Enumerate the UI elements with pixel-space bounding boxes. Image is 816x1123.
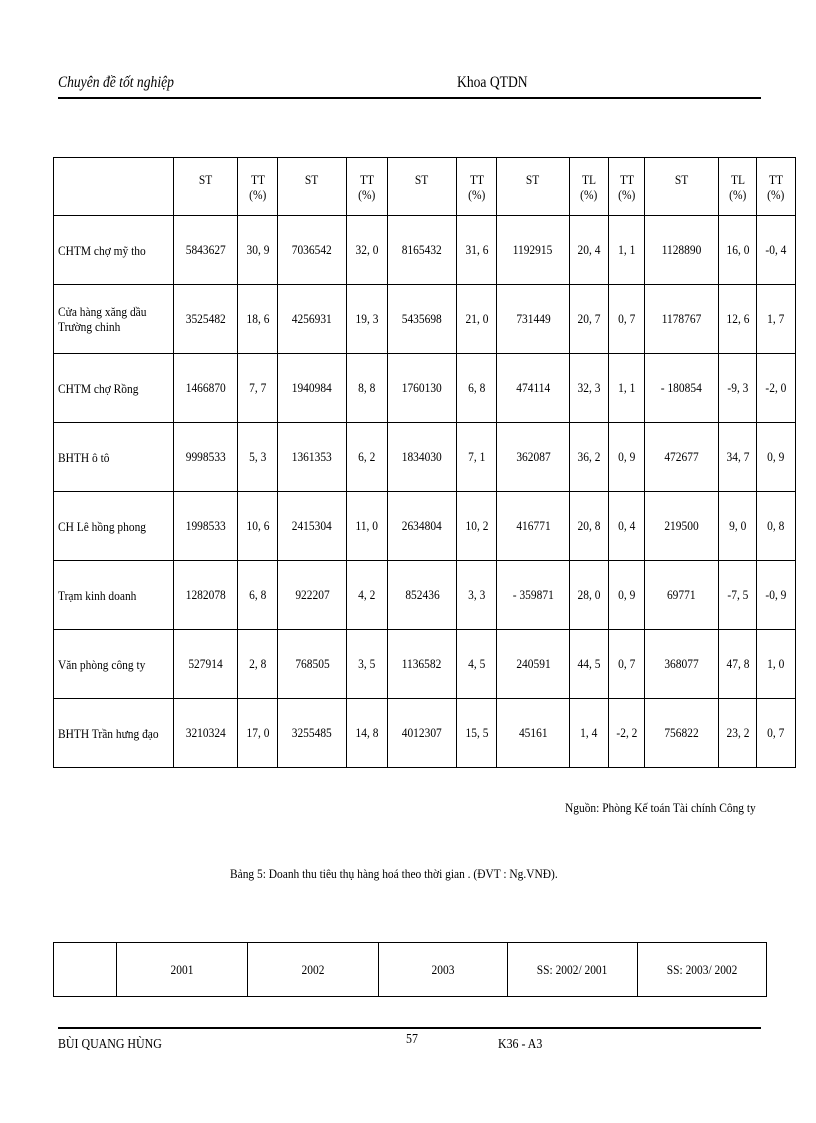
table-cell-value: 44, 5 — [577, 656, 601, 671]
table-cell — [388, 354, 457, 423]
table-cell — [347, 492, 388, 561]
table-cell-value: 18, 6 — [246, 311, 269, 326]
table-cell — [497, 285, 570, 354]
table-cell — [719, 216, 757, 285]
table-cell-value: 1192915 — [513, 242, 553, 257]
table-header-row — [54, 158, 796, 216]
table-cell — [570, 354, 609, 423]
column-header — [757, 158, 796, 216]
table-cell — [388, 492, 457, 561]
table-cell — [278, 630, 347, 699]
table-cell — [238, 216, 278, 285]
column-header — [719, 158, 757, 216]
table-cell-value: 14, 8 — [355, 725, 379, 740]
table-cell — [238, 423, 278, 492]
table-row — [54, 630, 796, 699]
row-label — [54, 423, 174, 492]
table-cell — [609, 216, 645, 285]
table-cell — [719, 699, 757, 768]
table-cell — [719, 561, 757, 630]
column-header-unit: (%) — [248, 186, 267, 202]
column-header-unit: (%) — [358, 186, 376, 202]
table-cell-value: 32, 0 — [355, 242, 379, 257]
table-cell — [609, 423, 645, 492]
table-cell-value: 69771 — [667, 587, 696, 602]
column-header-unit: (%) — [617, 186, 636, 202]
table-cell — [278, 699, 347, 768]
table-cell-value: 2415304 — [291, 518, 333, 533]
table-cell-value: 852436 — [404, 587, 440, 602]
table-cell — [457, 630, 497, 699]
table-cell — [174, 561, 238, 630]
table-cell-value: 1, 7 — [767, 311, 785, 326]
table-cell — [347, 630, 388, 699]
table-cell — [570, 285, 609, 354]
table-cell — [388, 216, 457, 285]
table-cell — [645, 285, 719, 354]
table-cell-value: 1466870 — [185, 380, 226, 395]
table-cell — [238, 492, 278, 561]
column-header-label: TT — [250, 171, 265, 187]
table-cell — [388, 423, 457, 492]
table-cell-value: 16, 0 — [726, 242, 749, 257]
table-cell — [497, 492, 570, 561]
table-cell — [388, 630, 457, 699]
table-cell — [497, 630, 570, 699]
row-label — [54, 285, 174, 354]
table-cell — [497, 423, 570, 492]
table-cell — [570, 699, 609, 768]
table-cell — [238, 354, 278, 423]
table-cell-value: 8, 8 — [358, 380, 376, 395]
table-cell — [609, 630, 645, 699]
table-cell-value: 20, 4 — [577, 242, 601, 257]
row-label-text: CHTM chợ Rồng — [58, 380, 139, 396]
table-cell — [719, 285, 757, 354]
table-cell — [645, 699, 719, 768]
table-cell-value: 34, 7 — [726, 449, 749, 464]
table-cell-value: 3210324 — [185, 725, 226, 740]
footer-class: K36 - A3 — [498, 1037, 543, 1052]
table-cell — [278, 216, 347, 285]
table-cell — [570, 423, 609, 492]
table-cell-value: 1178767 — [661, 311, 702, 326]
table-cell-value: -7, 5 — [727, 587, 748, 602]
table-cell-value: 4256931 — [291, 311, 333, 326]
table-cell — [497, 699, 570, 768]
table-cell-value: 2634804 — [401, 518, 443, 533]
table-cell-value: 0, 9 — [617, 449, 636, 464]
table-cell — [388, 285, 457, 354]
table-cell — [347, 216, 388, 285]
table-cell — [457, 285, 497, 354]
table-cell — [757, 354, 796, 423]
table-cell-value: 1282078 — [185, 587, 226, 602]
column-header — [570, 158, 609, 216]
table-5-column-header — [508, 943, 638, 997]
table-cell-value: 1136582 — [402, 656, 442, 671]
table-cell — [238, 285, 278, 354]
table-5-column-label: 2001 — [170, 961, 194, 977]
table-cell-value: 9998533 — [185, 449, 226, 464]
column-header-label: ST — [415, 171, 429, 187]
table-cell-value: -2, 0 — [765, 380, 787, 395]
table-cell — [238, 630, 278, 699]
table-cell-value: 0, 9 — [617, 587, 636, 602]
column-header-label: TL — [582, 171, 596, 187]
header-faculty: Khoa QTDN — [457, 74, 528, 91]
table-cell-value: 3, 3 — [467, 587, 486, 602]
table-5-column-label: SS: 2003/ 2002 — [666, 961, 738, 977]
row-label-text: Cửa hàng xăng dầu Trường chinh — [58, 304, 147, 334]
table-row — [54, 285, 796, 354]
table-cell-value: 20, 8 — [577, 518, 601, 533]
table-5-header-row — [54, 943, 767, 997]
column-header-label: ST — [305, 171, 319, 187]
table-cell-value: 36, 2 — [577, 449, 601, 464]
row-label-text: Văn phòng công ty — [58, 656, 146, 672]
table-cell — [757, 285, 796, 354]
column-header — [497, 158, 570, 216]
table-cell — [457, 492, 497, 561]
table-cell-value: 5435698 — [401, 311, 443, 326]
table-cell — [645, 354, 719, 423]
table-cell — [278, 423, 347, 492]
table-cell-value: 23, 2 — [726, 725, 749, 740]
table-cell — [347, 423, 388, 492]
footer-rule — [58, 1027, 761, 1029]
table-5-column-header — [248, 943, 379, 997]
table-cell — [609, 285, 645, 354]
table-cell-value: 5843627 — [185, 242, 226, 257]
table-cell-value: 0, 7 — [767, 725, 785, 740]
table-cell — [609, 354, 645, 423]
table-cell-value: 1361353 — [291, 449, 333, 464]
table-cell — [238, 699, 278, 768]
table-cell-value: 7036542 — [291, 242, 333, 257]
table-cell-value: 416771 — [515, 518, 551, 533]
table-cell-value: -0, 4 — [765, 242, 787, 257]
table-cell-value: 1940984 — [291, 380, 333, 395]
table-cell — [497, 354, 570, 423]
table-cell-value: 0, 7 — [617, 311, 636, 326]
table-cell-value: 21, 0 — [465, 311, 488, 326]
table-cell — [347, 354, 388, 423]
table-row — [54, 423, 796, 492]
table-cell — [570, 630, 609, 699]
table-cell-value: -2, 2 — [616, 725, 637, 740]
row-label-text: BHTH ô tô — [58, 449, 110, 465]
table-cell-value: 1, 0 — [767, 656, 785, 671]
table-cell-value: 30, 9 — [246, 242, 269, 257]
table-cell-value: 474114 — [516, 380, 550, 395]
column-header-unit: (%) — [728, 186, 747, 202]
column-header — [645, 158, 719, 216]
footer-author: BÙI QUANG HÙNG — [58, 1037, 162, 1052]
table-cell-value: 362087 — [515, 449, 551, 464]
column-header-label: TT — [469, 171, 484, 187]
column-header — [457, 158, 497, 216]
column-header — [238, 158, 278, 216]
table-cell — [278, 561, 347, 630]
table-cell — [609, 699, 645, 768]
row-label — [54, 561, 174, 630]
table-cell — [174, 699, 238, 768]
column-header-unit: (%) — [467, 186, 486, 202]
table-cell — [719, 630, 757, 699]
table-cell — [497, 216, 570, 285]
table-cell-value: 28, 0 — [577, 587, 601, 602]
table-cell — [645, 630, 719, 699]
table-cell — [174, 354, 238, 423]
table-cell-value: 9, 0 — [728, 518, 747, 533]
table-cell — [238, 561, 278, 630]
table-cell — [278, 285, 347, 354]
table-cell-value: - 359871 — [512, 587, 554, 602]
column-header — [609, 158, 645, 216]
table-cell-value: 756822 — [664, 725, 699, 740]
table-cell — [719, 423, 757, 492]
table-cell-value: 4, 2 — [358, 587, 376, 602]
table-cell-value: -0, 9 — [765, 587, 787, 602]
table-cell — [570, 561, 609, 630]
column-header — [174, 158, 238, 216]
table-5-column-label: SS: 2002/ 2001 — [537, 961, 608, 977]
table-cell-value: 1, 1 — [617, 242, 636, 257]
table-cell — [645, 423, 719, 492]
table-row — [54, 216, 796, 285]
table-cell — [174, 285, 238, 354]
row-label — [54, 354, 174, 423]
table-5 — [53, 942, 767, 997]
table-cell — [570, 216, 609, 285]
table-cell-value: 527914 — [188, 656, 223, 671]
header-rule — [58, 97, 761, 99]
table-cell-value: 3525482 — [185, 311, 226, 326]
table-cell-value: 219500 — [664, 518, 699, 533]
table-cell — [388, 699, 457, 768]
table-cell-value: 1834030 — [401, 449, 443, 464]
table-cell — [388, 561, 457, 630]
row-label-text: Trạm kinh doanh — [58, 587, 137, 603]
table-5-column-header — [117, 943, 248, 997]
table-cell-value: 1760130 — [401, 380, 443, 395]
table-cell-value: 0, 8 — [767, 518, 785, 533]
table-cell-value: -9, 3 — [727, 380, 748, 395]
table-cell — [609, 492, 645, 561]
table-5-column-header — [379, 943, 508, 997]
table-cell-value: 32, 3 — [577, 380, 601, 395]
table-cell — [457, 354, 497, 423]
column-header-label: TL — [730, 171, 745, 187]
table-cell — [570, 492, 609, 561]
header-cell-empty — [54, 158, 174, 216]
table-cell — [174, 492, 238, 561]
table-cell — [645, 492, 719, 561]
column-header — [347, 158, 388, 216]
table-cell-value: 922207 — [294, 587, 330, 602]
column-header-label: ST — [198, 171, 213, 187]
source-note: Nguồn: Phòng Kế toán Tài chính Công ty — [565, 800, 756, 815]
table-cell — [174, 216, 238, 285]
table-cell-value: 7, 1 — [467, 449, 486, 464]
table-cell-value: 1998533 — [185, 518, 226, 533]
table-cell — [457, 699, 497, 768]
table-cell-value: 6, 2 — [358, 449, 376, 464]
table-cell-value: 11, 0 — [355, 518, 379, 533]
table-cell-value: 731449 — [515, 311, 551, 326]
table-5-column-label: 2003 — [431, 961, 455, 977]
table-cell-value: 2, 8 — [248, 656, 267, 671]
table-cell-value: 8165432 — [401, 242, 443, 257]
column-header-unit: (%) — [767, 186, 785, 202]
row-label-text: CH Lê hồng phong — [58, 518, 147, 534]
table-cell-value: 1, 4 — [580, 725, 598, 740]
table-row — [54, 561, 796, 630]
page-number: 57 — [406, 1032, 418, 1047]
table-cell-value: 19, 3 — [355, 311, 379, 326]
table-cell-value: 20, 7 — [577, 311, 601, 326]
table-5-caption: Bảng 5: Doanh thu tiêu thụ hàng hoá theo thời gian . (ĐVT : Ng.VNĐ). — [230, 866, 558, 881]
table-cell-value: 10, 6 — [246, 518, 269, 533]
table-cell — [719, 354, 757, 423]
revenue-by-unit-table — [53, 157, 796, 768]
table-cell-value: 6, 8 — [248, 587, 267, 602]
row-label-text: BHTH Trần hưng đạo — [58, 725, 159, 741]
table-cell — [347, 561, 388, 630]
table-cell-value: 7, 7 — [248, 380, 267, 395]
column-header-label: TT — [360, 171, 374, 187]
column-header-label: TT — [769, 171, 783, 187]
column-header-label: ST — [674, 171, 689, 187]
table-5-column-header — [54, 943, 117, 997]
table-cell — [645, 216, 719, 285]
table-cell — [347, 285, 388, 354]
row-label — [54, 630, 174, 699]
table-cell-value: 4012307 — [401, 725, 443, 740]
table-cell — [174, 630, 238, 699]
table-cell — [457, 561, 497, 630]
table-cell-value: 15, 5 — [465, 725, 488, 740]
table-cell — [457, 216, 497, 285]
table-cell — [757, 216, 796, 285]
column-header — [388, 158, 457, 216]
table-cell — [609, 561, 645, 630]
header-document-type: Chuyên đề tốt nghiệp — [58, 74, 174, 91]
table-cell — [278, 354, 347, 423]
row-label — [54, 492, 174, 561]
table-cell-value: 4, 5 — [467, 656, 486, 671]
table-cell-value: 3255485 — [291, 725, 333, 740]
table-5-column-header — [638, 943, 767, 997]
table-cell-value: 5, 3 — [248, 449, 267, 464]
table-cell — [497, 561, 570, 630]
table-cell-value: 768505 — [294, 656, 330, 671]
table-cell — [757, 561, 796, 630]
column-header — [278, 158, 347, 216]
table-cell-value: 0, 7 — [617, 656, 636, 671]
column-header-label: ST — [526, 171, 540, 187]
table-cell-value: 1, 1 — [617, 380, 636, 395]
table-cell-value: 1128890 — [661, 242, 702, 257]
row-label — [54, 216, 174, 285]
table-cell — [278, 492, 347, 561]
table-cell — [757, 699, 796, 768]
table-row — [54, 354, 796, 423]
table-cell — [457, 423, 497, 492]
table-cell-value: 31, 6 — [465, 242, 488, 257]
table-cell — [757, 630, 796, 699]
table-5-column-label: 2002 — [301, 961, 325, 977]
table-cell — [719, 492, 757, 561]
table-cell — [347, 699, 388, 768]
table-cell-value: 0, 9 — [767, 449, 785, 464]
table-cell — [757, 492, 796, 561]
table-cell-value: 12, 6 — [726, 311, 749, 326]
table-cell-value: 368077 — [664, 656, 699, 671]
table-row — [54, 492, 796, 561]
table-cell-value: 47, 8 — [726, 656, 749, 671]
table-cell-value: 10, 2 — [465, 518, 488, 533]
table-cell-value: 3, 5 — [358, 656, 376, 671]
table-cell-value: 6, 8 — [467, 380, 486, 395]
row-label-text: CHTM chợ mỹ tho — [58, 242, 146, 258]
table-cell — [757, 423, 796, 492]
row-label — [54, 699, 174, 768]
table-cell-value: - 180854 — [660, 380, 703, 395]
table-cell — [174, 423, 238, 492]
table-cell-value: 45161 — [518, 725, 548, 740]
table-cell-value: 0, 4 — [617, 518, 636, 533]
table-row — [54, 699, 796, 768]
column-header-unit: (%) — [580, 186, 598, 202]
table-cell-value: 17, 0 — [246, 725, 269, 740]
column-header-label: TT — [619, 171, 634, 187]
table-cell-value: 472677 — [664, 449, 699, 464]
table-cell-value: 240591 — [515, 656, 551, 671]
table-cell — [645, 561, 719, 630]
